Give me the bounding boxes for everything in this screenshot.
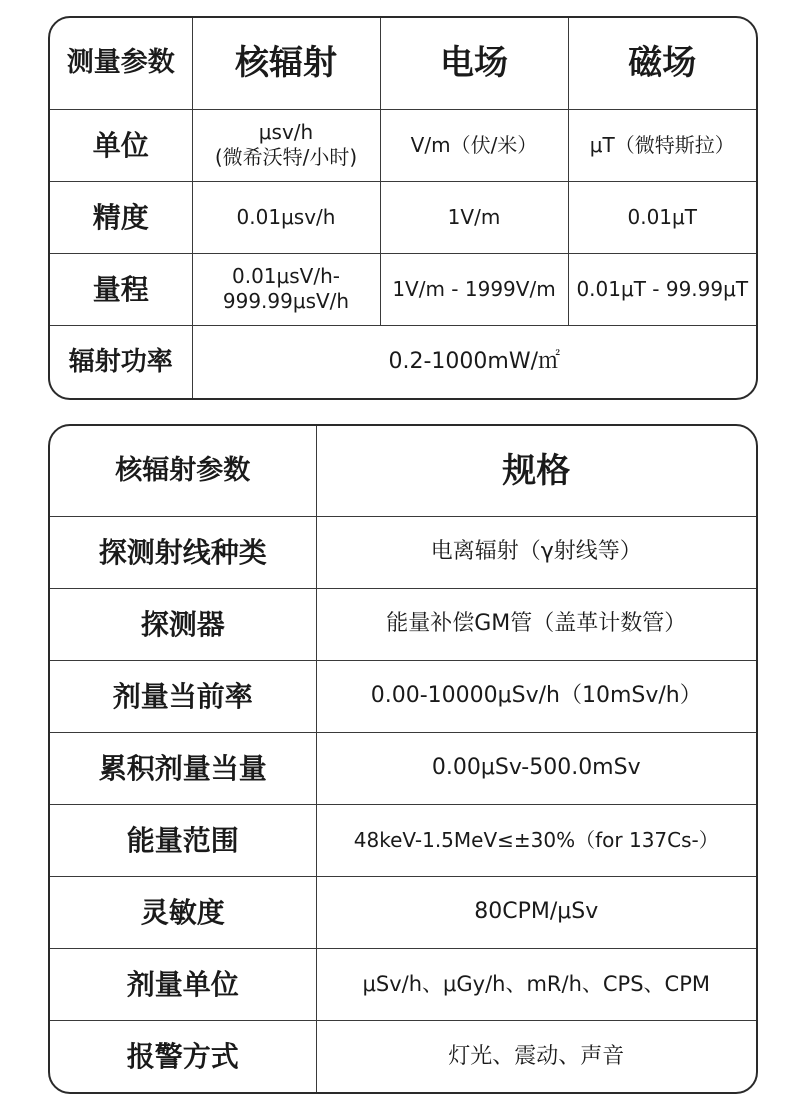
row-label: 剂量单位	[50, 948, 316, 1020]
row-label-range: 量程	[50, 253, 192, 325]
table-row-precision	[50, 181, 756, 253]
cell-nuclear-unit-line1: μsv/h	[258, 120, 314, 144]
cell-electric-unit: V/m（伏/米）	[380, 109, 568, 181]
row-label: 能量范围	[50, 804, 316, 876]
row-value: 能量补偿GM管（盖革计数管）	[316, 588, 756, 660]
table-row	[50, 876, 756, 948]
table-row	[50, 948, 756, 1020]
nuclear-spec-table	[48, 424, 758, 1094]
header-row	[50, 18, 756, 109]
header-spec: 规格	[316, 426, 756, 516]
row-label: 灵敏度	[50, 876, 316, 948]
table-row	[50, 732, 756, 804]
header-row	[50, 426, 756, 516]
cell-nuclear-range	[192, 253, 380, 325]
row-label-precision: 精度	[50, 181, 192, 253]
cell-nuclear-unit	[192, 109, 380, 181]
table-row	[50, 1020, 756, 1092]
table-row	[50, 588, 756, 660]
row-label-unit: 单位	[50, 109, 192, 181]
table-row	[50, 516, 756, 588]
row-label: 探测射线种类	[50, 516, 316, 588]
cell-magnetic-range: 0.01μT - 99.99μT	[568, 253, 756, 325]
cell-nuclear-precision: 0.01μsv/h	[192, 181, 380, 253]
table-row	[50, 804, 756, 876]
cell-power-value: 0.2-1000mW/㎡	[192, 325, 756, 398]
row-value: 48keV-1.5MeV≤±30%（for 137Cs-）	[316, 804, 756, 876]
header-param: 测量参数	[50, 18, 192, 109]
cell-electric-range: 1V/m - 1999V/m	[380, 253, 568, 325]
header-nuclear: 核辐射	[192, 18, 380, 109]
row-value: 电离辐射（γ射线等）	[316, 516, 756, 588]
cell-magnetic-unit: μT（微特斯拉）	[568, 109, 756, 181]
cell-electric-precision: 1V/m	[380, 181, 568, 253]
row-value: 0.00μSv-500.0mSv	[316, 732, 756, 804]
cell-nuclear-range-line2: 999.99μsV/h	[222, 289, 350, 313]
measurement-params-table	[48, 16, 758, 400]
cell-nuclear-unit-line2: (微希沃特/小时)	[214, 145, 358, 169]
row-label: 探测器	[50, 588, 316, 660]
row-label: 剂量当前率	[50, 660, 316, 732]
header-magnetic: 磁场	[568, 18, 756, 109]
table-row-unit	[50, 109, 756, 181]
table-row-power	[50, 325, 756, 398]
header-electric: 电场	[380, 18, 568, 109]
table-row	[50, 660, 756, 732]
row-value: 灯光、震动、声音	[316, 1020, 756, 1092]
measurement-params-grid	[50, 18, 756, 398]
row-label: 累积剂量当量	[50, 732, 316, 804]
table-row-range	[50, 253, 756, 325]
header-nuclear-param: 核辐射参数	[50, 426, 316, 516]
nuclear-spec-grid	[50, 426, 756, 1092]
cell-magnetic-precision: 0.01μT	[568, 181, 756, 253]
row-label-power: 辐射功率	[50, 325, 192, 398]
row-value: 0.00-10000μSv/h（10mSv/h）	[316, 660, 756, 732]
row-label: 报警方式	[50, 1020, 316, 1092]
cell-nuclear-range-line1: 0.01μsV/h-	[232, 264, 340, 288]
row-value: μSv/h、μGy/h、mR/h、CPS、CPM	[316, 948, 756, 1020]
row-value: 80CPM/μSv	[316, 876, 756, 948]
